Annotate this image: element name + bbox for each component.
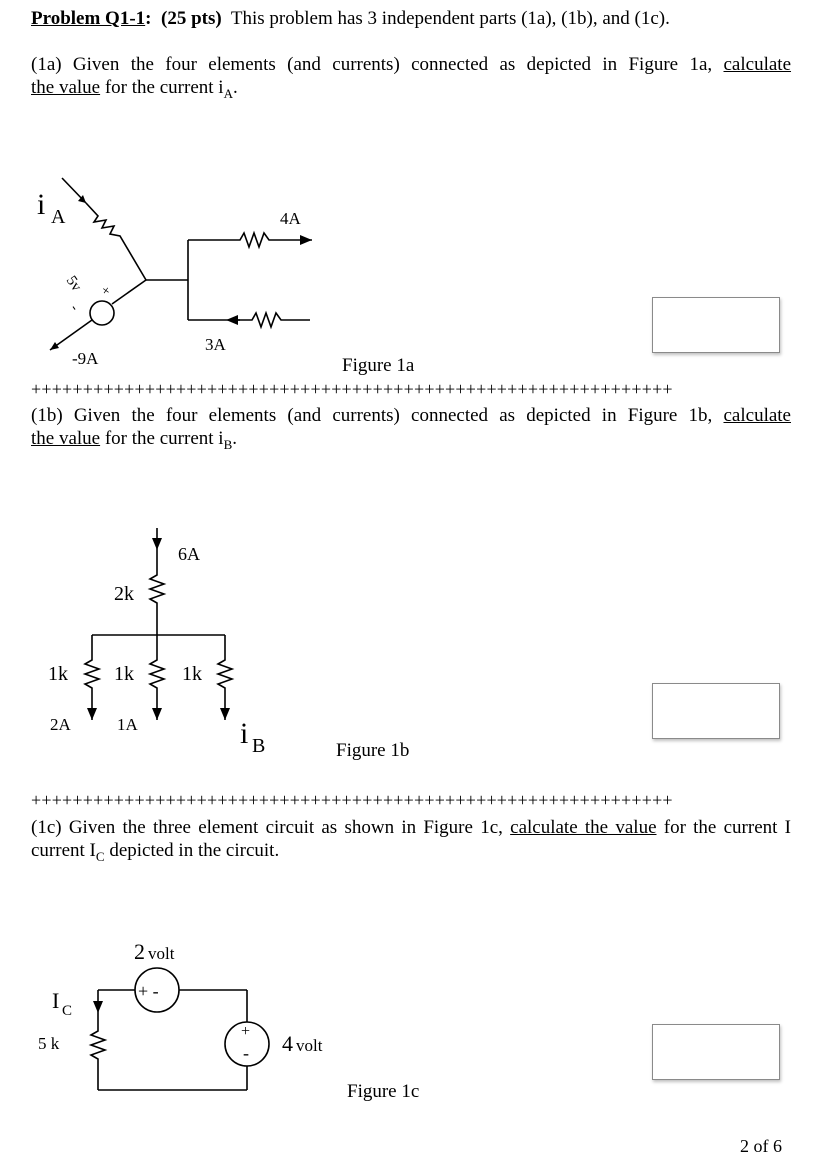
fig1a-neg9a-label: -9A xyxy=(72,349,99,368)
part-a-text: (1a) Given the four elements (and currents) connected as depicted in Figure 1a, xyxy=(31,54,713,75)
fig1b-1k-right-label: 1k xyxy=(182,663,202,685)
ia-label-main: i xyxy=(37,188,46,221)
answer-box-1c[interactable] xyxy=(652,1024,780,1080)
fig1b-6a-label: 6A xyxy=(178,544,200,564)
separator-2: ++++++++++++++++++++++++++++++++++++++++++++++++++++++++++++++ xyxy=(31,790,673,810)
fig1a-source-lead xyxy=(112,280,146,304)
fig1b-2k-resistor xyxy=(150,550,164,635)
part-b-text: (1b) Given the four elements (and currents) connected as depicted in Figure 1b, xyxy=(31,405,713,426)
fig1c-2v-polarity: + - xyxy=(138,981,159,1001)
fig1a-3a-label: 3A xyxy=(205,335,226,354)
fig1c-5k-label: 5 k xyxy=(38,1034,60,1053)
fig1c-5k-resistor xyxy=(91,1013,105,1090)
fig1a-5v-label: 5v xyxy=(62,273,85,295)
part-a-subscript: A xyxy=(223,85,233,101)
part-c-subscript: C xyxy=(95,848,105,864)
fig1c-4v-minus: - xyxy=(243,1043,249,1063)
part-c-text-post: depicted in the circuit. xyxy=(109,840,280,861)
fig1b-left-arrowhead xyxy=(87,708,97,720)
fig1b-2k-label: 2k xyxy=(114,583,134,605)
part-b-calculate: calculate xyxy=(723,405,791,426)
fig1a-bottom-arrowhead xyxy=(226,315,238,325)
problem-intro: This problem has 3 independent parts (1a), (1b), and (1c). xyxy=(230,8,670,29)
fig1b-right-resistor xyxy=(218,635,232,720)
fig1a-4a-label: 4A xyxy=(280,209,301,228)
part-c-text: (1c) Given the three element circuit as shown in Figure 1c, xyxy=(31,817,503,838)
figure-1b-circuit xyxy=(40,520,290,765)
part-b-period: . xyxy=(232,428,237,449)
fig1c-4v-plus: + xyxy=(241,1023,251,1040)
fig1b-right-arrowhead xyxy=(220,708,230,720)
fig1b-mid-arrowhead xyxy=(152,708,162,720)
ic-label-sub: C xyxy=(62,1003,73,1019)
fig1b-1a-label: 1A xyxy=(117,715,138,734)
fig1b-1k-mid-label: 1k xyxy=(114,663,134,685)
answer-box-1b[interactable] xyxy=(652,683,780,739)
figure-1c-caption: Figure 1c xyxy=(347,1081,420,1102)
problem-label: Problem Q1-1 xyxy=(31,8,146,29)
answer-box-1a[interactable] xyxy=(652,297,780,353)
fig1a-bottom-resistor xyxy=(238,313,310,327)
fig1a-top-resistor xyxy=(188,233,312,247)
separator-1: ++++++++++++++++++++++++++++++++++++++++++++++++++++++++++++++ xyxy=(31,379,673,399)
fig1c-4volt-num: 4 xyxy=(282,1031,293,1056)
part-c-current-word: current I xyxy=(31,840,96,861)
fig1c-ic-arrowhead xyxy=(93,1001,103,1013)
ib-label-sub: B xyxy=(252,735,266,757)
part-a-period: . xyxy=(232,77,238,98)
fig1b-top-arrowhead xyxy=(152,538,162,550)
ib-label-main: i xyxy=(240,717,249,750)
fig1c-2volt-unit: volt xyxy=(148,944,175,963)
part-b-the-value: the value xyxy=(31,428,101,449)
figure-1a-caption: Figure 1a xyxy=(342,355,415,376)
fig1a-minus-label: - xyxy=(66,301,82,315)
fig1b-1k-left-label: 1k xyxy=(48,663,68,685)
fig1b-left-resistor xyxy=(85,635,99,720)
points-label: (25 pts) xyxy=(161,8,222,29)
part-c-prompt xyxy=(31,816,791,868)
page-number: 2 of 6 xyxy=(740,1136,782,1156)
fig1c-4volt-unit: volt xyxy=(296,1036,323,1055)
part-b-subscript: B xyxy=(223,436,233,452)
part-b-prompt xyxy=(31,404,791,456)
problem-label-colon: : xyxy=(145,8,152,29)
fig1a-plus-label: + xyxy=(97,282,113,300)
part-c-calculate: calculate the value xyxy=(510,817,657,838)
fig1b-mid-resistor xyxy=(150,635,164,720)
fig1c-2volt-num: 2 xyxy=(134,939,145,964)
part-c-text-mid: for the current I xyxy=(663,817,791,838)
problem-header xyxy=(31,7,801,30)
part-b-text-post: for the current i xyxy=(104,428,224,449)
part-a-calculate: calculate xyxy=(723,54,792,75)
figure-1b-caption: Figure 1b xyxy=(336,740,410,761)
figure-1a-circuit xyxy=(30,168,330,378)
part-a-the-value: the value xyxy=(31,77,101,98)
fig1a-voltage-source xyxy=(90,301,114,325)
part-a-prompt xyxy=(31,53,791,105)
fig1a-resistor-diag xyxy=(86,203,146,280)
ic-label-main: I xyxy=(52,988,60,1013)
fig1a-neg9-arrowhead xyxy=(50,342,59,350)
ia-label-sub: A xyxy=(51,206,66,228)
fig1a-top-arrowhead xyxy=(300,235,312,245)
part-a-text-post: for the current i xyxy=(104,77,224,98)
fig1b-2a-label: 2A xyxy=(50,715,71,734)
figure-1c-circuit xyxy=(30,935,350,1105)
